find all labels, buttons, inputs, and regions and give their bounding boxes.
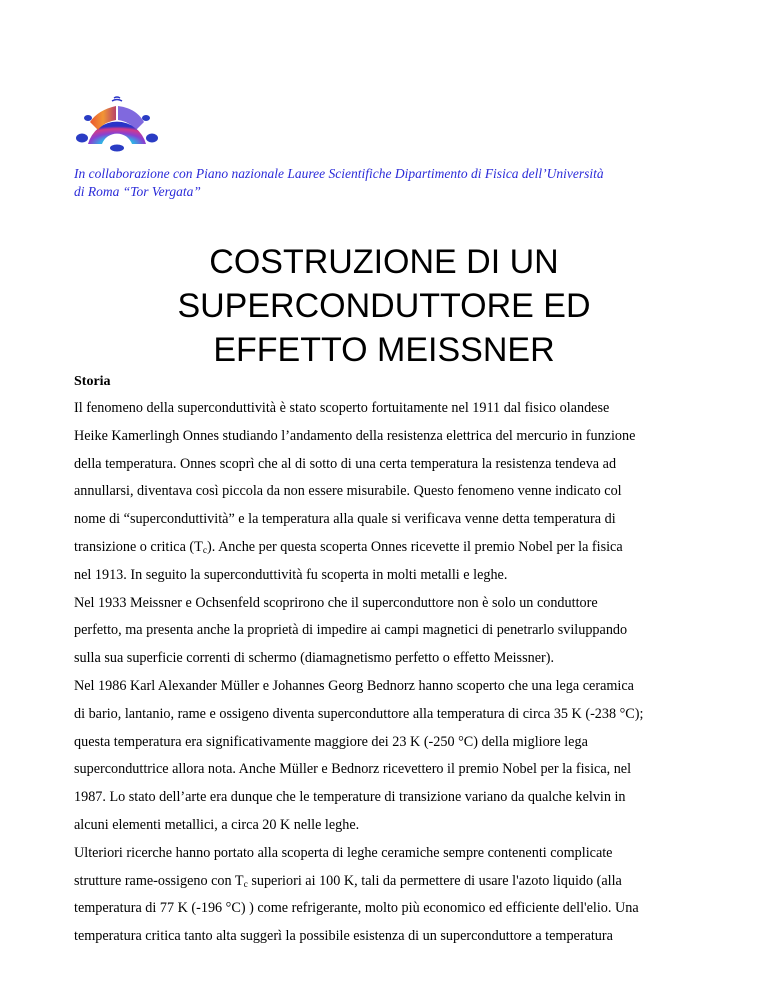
collaboration-line-1: In collaborazione con Piano nazionale Lauree Scientifiche Dipartimento di Fisica dell’Università <box>74 166 604 181</box>
body-line: nel 1913. In seguito la superconduttività fu scoperta in molti metalli e leghe. <box>74 566 508 583</box>
body-line: Nel 1986 Karl Alexander Müller e Johannes Georg Bednorz hanno scoperto che una lega ceramica <box>74 677 634 694</box>
body-text-part: ). Anche per questa scoperta Onnes ricevette il premio Nobel per la fisica <box>207 538 623 555</box>
body-line: Heike Kamerlingh Onnes studiando l’andamento della resistenza elettrica del mercurio in funzione <box>74 427 636 444</box>
body-line: superconduttrice allora nota. Anche Müller e Bednorz ricevettero il premio Nobel per la fisica, nel <box>74 761 632 778</box>
body-line: perfetto, ma presenta anche la proprietà di impedire ai campi magnetici di penetrarlo sviluppando <box>74 622 628 639</box>
body-line: Il fenomeno della superconduttività è stato scoperto fortuitamente nel 1911 dal fisico olandese <box>74 400 610 416</box>
body-line: della temperatura. Onnes scoprì che al di sotto di una certa temperatura la resistenza tendeva ad <box>74 455 617 472</box>
subscript: c <box>243 879 248 890</box>
section-heading: Storia <box>74 374 111 389</box>
title-line-2: SUPERCONDUTTORE ED <box>177 287 591 325</box>
body-line <box>74 868 714 896</box>
colorful-radial-logo-icon <box>76 96 158 152</box>
body-text <box>74 395 714 951</box>
collaboration-line-2: di Roma “Tor Vergata” <box>74 184 201 199</box>
body-line: nome di “superconduttività” e la temperatura alla quale si verificava venne detta temperatura di <box>74 511 616 528</box>
page-title <box>74 240 694 372</box>
body-line: Nel 1933 Meissner e Ochsenfeld scoprirono che il superconduttore non è solo un conduttore <box>74 594 598 611</box>
title-line-1: COSTRUZIONE DI UN <box>209 243 559 281</box>
body-line: temperatura critica tanto alta suggerì la possibile esistenza di un superconduttore a temperatura <box>74 928 613 945</box>
subscript: c <box>202 545 208 556</box>
body-line: sulla sua superficie correnti di schermo (diamagnetismo perfetto o effetto Meissner). <box>74 650 554 667</box>
body-line: di bario, lantanio, rame e ossigeno diventa superconduttore alla temperatura di circa 35 K (-238 °C); <box>74 705 644 722</box>
body-line: temperatura di 77 K (-196 °C) ) come refrigerante, molto più economico ed efficiente dell'elio. Una <box>74 900 639 917</box>
body-line: annullarsi, diventava così piccola da non essere misurabile. Questo fenomeno venne indicato col <box>74 483 622 500</box>
body-line: questa temperatura era significativamente maggiore dei 23 K (-250 °C) della migliore lega <box>74 733 588 750</box>
body-text-part: superiori ai 100 K, tali da permettere di usare l'azoto liquido (alla <box>247 872 622 889</box>
body-line: Ulteriori ricerche hanno portato alla scoperta di leghe ceramiche sempre contenenti complicate <box>74 844 613 861</box>
body-line <box>74 534 714 562</box>
body-line: 1987. Lo stato dell’arte era dunque che le temperature di transizione variano da qualche kelvin in <box>74 789 626 806</box>
collaboration-note <box>74 165 714 201</box>
title-line-3: EFFETTO MEISSNER <box>213 331 555 369</box>
body-line: alcuni elementi metallici, a circa 20 K nelle leghe. <box>74 816 360 833</box>
body-text-part: transizione o critica (T <box>74 538 203 555</box>
body-text-part: strutture rame-ossigeno con T <box>74 872 244 889</box>
